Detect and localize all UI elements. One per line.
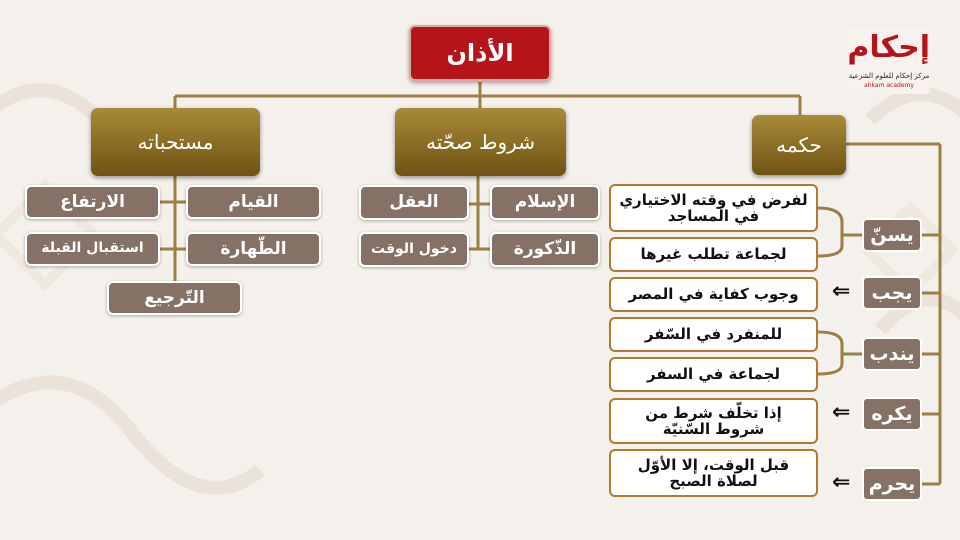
arrow-yajib: ⇐ (832, 279, 851, 304)
arrow-yahrum: ⇐ (832, 470, 851, 495)
arrow-yukrah: ⇐ (832, 400, 851, 425)
category-mustahabbat: مستحباته (91, 108, 260, 176)
item-dukhul: دخول الوقت (359, 232, 469, 267)
logo-word: إحكام (847, 30, 930, 65)
rule-6: إذا تخلّف شرط من شروط السّنيّة (609, 398, 818, 444)
item-dhukura: الذّكورة (490, 232, 600, 267)
item-tarjee: التّرجيع (107, 281, 242, 315)
rule-5: لجماعة في السفر (609, 357, 818, 392)
root-node: الأذان (409, 25, 551, 81)
item-aql: العقل (359, 185, 469, 220)
judgment-yahrum: يحرم (862, 467, 922, 501)
judgment-yusann: يسنّ (862, 218, 922, 252)
logo-subtitle: مركز إحكام للعلوم الشرعية (848, 72, 930, 80)
category-hukm: حكمه (752, 115, 846, 175)
rule-2: لجماعة تطلب غيرها (609, 237, 818, 272)
rule-1: لفرض في وقته الاختياري في المساجد (609, 184, 818, 232)
category-shurut: شروط صحّته (395, 108, 566, 176)
judgment-yundab: يندب (862, 337, 922, 371)
judgment-yajib: يجب (862, 276, 922, 310)
item-tahara: الطّهارة (186, 232, 321, 266)
logo (848, 28, 930, 94)
rule-4: للمنفرد في السّفر (609, 317, 818, 352)
item-qiyam: القيام (186, 185, 321, 219)
rule-3: وجوب كفاية في المصر (609, 277, 818, 312)
item-islam: الإسلام (490, 185, 600, 220)
judgment-yukrah: يكره (862, 397, 922, 431)
item-irtifa: الارتفاع (25, 185, 160, 219)
logo-subtitle-latin: ahkam academy (864, 82, 914, 89)
item-istiqbal: استقبال القبلة (25, 232, 160, 266)
rule-7: قبل الوقت، إلا الأوّل لصلاة الصبح (609, 449, 818, 497)
